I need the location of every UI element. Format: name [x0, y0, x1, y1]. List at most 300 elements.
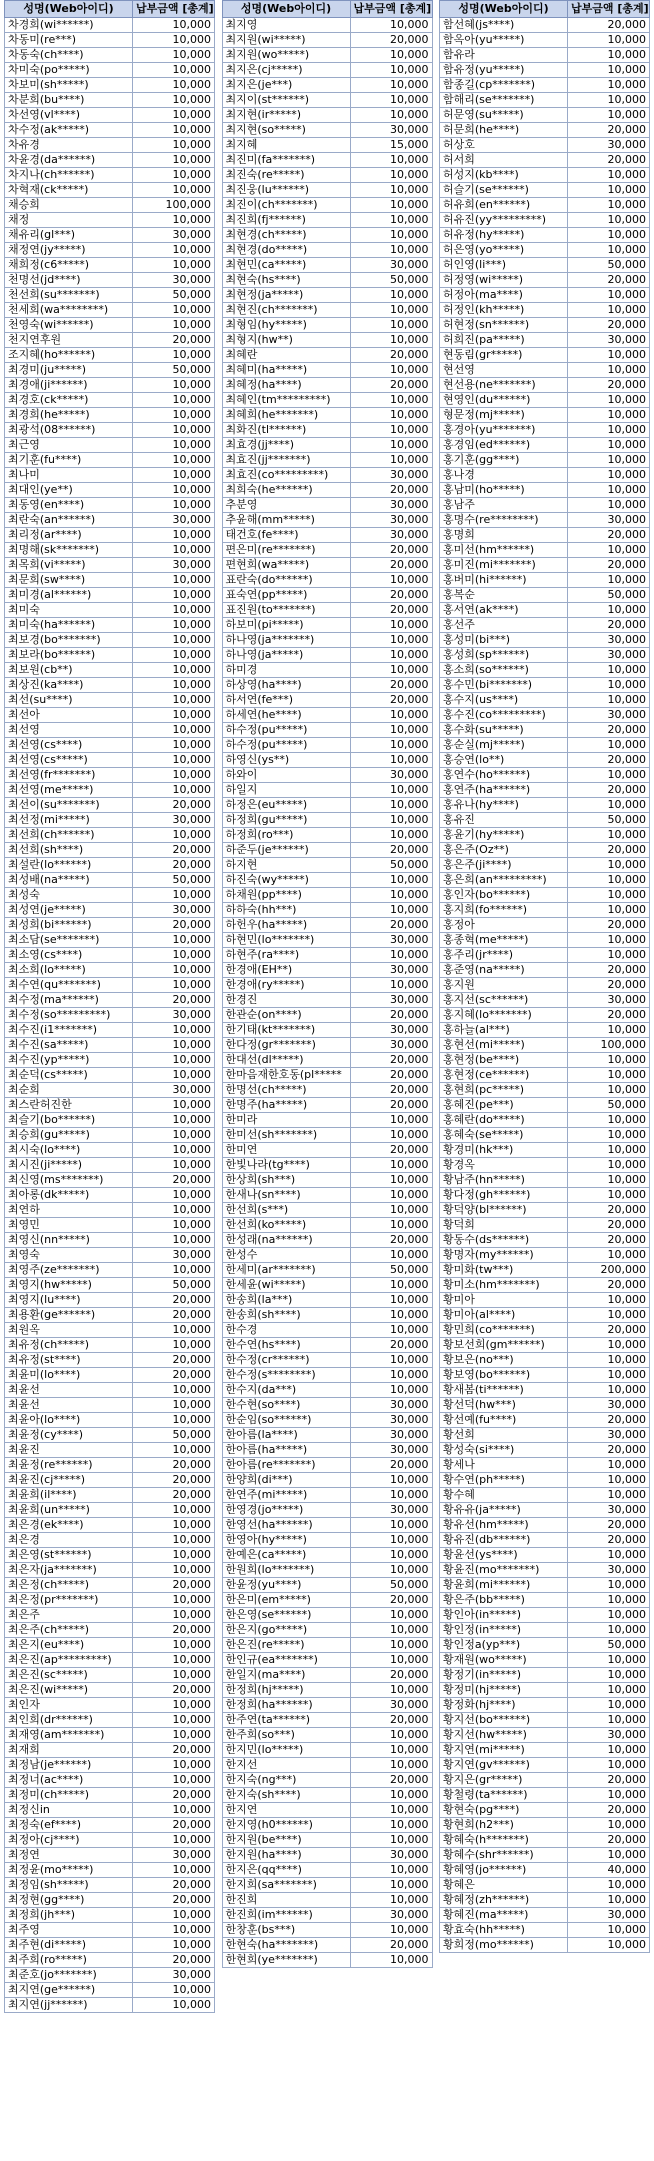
donor-name-cell: 황경옥	[440, 1158, 568, 1173]
donation-amount-cell: 20,000	[133, 1473, 215, 1488]
table-row	[440, 468, 650, 483]
donor-name-cell: 황지연(mi*****)	[440, 1743, 568, 1758]
table-row	[5, 48, 215, 63]
table-row	[440, 558, 650, 573]
donor-name-cell: 최혜란	[222, 348, 350, 363]
donation-amount-cell: 10,000	[133, 438, 215, 453]
table-row	[5, 603, 215, 618]
donor-name-cell: 홍성미(bi***)	[440, 633, 568, 648]
donation-amount-cell: 30,000	[568, 1428, 650, 1443]
donor-name-cell: 최은진(sc*****)	[5, 1668, 133, 1683]
donation-amount-cell: 10,000	[568, 78, 650, 93]
donor-name-cell: 홍남미(ho*****)	[440, 483, 568, 498]
donation-amount-cell: 10,000	[133, 168, 215, 183]
donor-name-cell: 홍경아(yu*******)	[440, 423, 568, 438]
table-row	[5, 1113, 215, 1128]
donation-amount-cell: 10,000	[350, 1758, 432, 1773]
donation-amount-cell: 30,000	[350, 513, 432, 528]
donor-name-cell: 최정아(cj****)	[5, 1833, 133, 1848]
donation-amount-cell: 10,000	[568, 183, 650, 198]
table-row	[5, 768, 215, 783]
donation-amount-cell: 30,000	[568, 708, 650, 723]
donor-name-cell: 최미숙(ha******)	[5, 618, 133, 633]
table-row	[5, 663, 215, 678]
table-row	[5, 258, 215, 273]
table-row	[222, 843, 432, 858]
donor-name-cell: 최은진(ap*********)	[5, 1653, 133, 1668]
donation-amount-cell: 30,000	[568, 138, 650, 153]
donor-name-cell: 홍수민(bi*******)	[440, 678, 568, 693]
table-row	[222, 768, 432, 783]
donor-name-cell: 하보미(pi*****)	[222, 618, 350, 633]
donor-name-cell: 황경미(hk***)	[440, 1143, 568, 1158]
donation-amount-cell: 10,000	[133, 888, 215, 903]
table-row	[440, 33, 650, 48]
donor-name-cell: 최은정(pr*******)	[5, 1593, 133, 1608]
donor-name-cell: 하미경	[222, 663, 350, 678]
donation-amount-cell: 10,000	[133, 768, 215, 783]
table-row	[440, 1248, 650, 1263]
donation-amount-cell: 30,000	[350, 963, 432, 978]
donation-amount-cell: 10,000	[133, 1638, 215, 1653]
table-row	[222, 1878, 432, 1893]
donor-name-cell: 홍은주(Oz**)	[440, 843, 568, 858]
donor-name-cell: 최정임(sh*****)	[5, 1878, 133, 1893]
donor-name-cell: 최선(su****)	[5, 693, 133, 708]
donation-amount-cell: 10,000	[568, 1818, 650, 1833]
table-row	[222, 693, 432, 708]
donation-amount-cell: 30,000	[133, 903, 215, 918]
donation-amount-cell: 100,000	[568, 1038, 650, 1053]
donation-amount-cell: 10,000	[568, 1608, 650, 1623]
donation-amount-cell: 30,000	[350, 1848, 432, 1863]
table-row	[5, 273, 215, 288]
donor-name-cell: 하하숙(hh***)	[222, 903, 350, 918]
name-column-header: 성명(Web아이디)	[5, 1, 133, 18]
table-row	[5, 1293, 215, 1308]
table-row	[222, 1683, 432, 1698]
table-row	[222, 1458, 432, 1473]
table-row	[222, 558, 432, 573]
donor-name-cell: 한상희(sh***)	[222, 1173, 350, 1188]
donor-name-cell: 하현주(ra****)	[222, 948, 350, 963]
donor-name-cell: 한예은(ca*****)	[222, 1548, 350, 1563]
table-row	[222, 1233, 432, 1248]
table-row	[222, 168, 432, 183]
donation-amount-cell: 10,000	[133, 633, 215, 648]
table-row	[222, 243, 432, 258]
donation-amount-cell: 20,000	[133, 1458, 215, 1473]
donation-amount-cell: 10,000	[568, 1353, 650, 1368]
donation-amount-cell: 10,000	[350, 633, 432, 648]
table-row	[5, 723, 215, 738]
table-header-row	[5, 1, 215, 18]
donation-amount-cell: 30,000	[133, 813, 215, 828]
table-row	[5, 588, 215, 603]
donation-amount-cell: 10,000	[133, 483, 215, 498]
table-row	[440, 918, 650, 933]
donation-amount-cell: 30,000	[350, 768, 432, 783]
donor-name-cell: 황재원(wo*****)	[440, 1653, 568, 1668]
donation-amount-cell: 10,000	[133, 1608, 215, 1623]
donation-amount-cell: 10,000	[568, 483, 650, 498]
donation-amount-cell: 20,000	[133, 1953, 215, 1968]
donation-amount-cell: 10,000	[350, 648, 432, 663]
table-row	[222, 468, 432, 483]
donation-amount-cell: 10,000	[133, 1938, 215, 1953]
donor-name-cell: 함종길(cp*******)	[440, 78, 568, 93]
donation-amount-cell: 20,000	[133, 1623, 215, 1638]
table-row	[440, 1173, 650, 1188]
donation-amount-cell: 10,000	[568, 1128, 650, 1143]
table-row	[5, 1158, 215, 1173]
donor-name-cell: 황세나	[440, 1458, 568, 1473]
donor-name-cell: 현선용(ne*******)	[440, 378, 568, 393]
donor-name-cell: 최혜인(tm*********)	[222, 393, 350, 408]
donor-name-cell: 최선희(sh****)	[5, 843, 133, 858]
donation-amount-cell: 10,000	[133, 1233, 215, 1248]
donation-amount-cell: 20,000	[133, 843, 215, 858]
donor-name-cell: 최지은(je***)	[222, 78, 350, 93]
table-row	[222, 708, 432, 723]
donation-amount-cell: 20,000	[133, 333, 215, 348]
donor-name-cell: 한미연	[222, 1143, 350, 1158]
table-row	[222, 948, 432, 963]
donor-name-cell: 홍지원	[440, 978, 568, 993]
donation-amount-cell: 20,000	[133, 858, 215, 873]
donation-amount-cell: 30,000	[133, 513, 215, 528]
donor-name-cell: 황혜숙(h*******)	[440, 1833, 568, 1848]
donation-amount-cell: 10,000	[350, 318, 432, 333]
table-row	[5, 498, 215, 513]
donor-name-cell: 최준호(jo*******)	[5, 1968, 133, 1983]
donor-name-cell: 최주영	[5, 1923, 133, 1938]
donor-name-cell: 최목희(vi*****)	[5, 558, 133, 573]
table-row	[5, 183, 215, 198]
table-row	[222, 828, 432, 843]
table-row	[440, 1908, 650, 1923]
donation-amount-cell: 10,000	[133, 1503, 215, 1518]
donor-name-cell: 홍승연(lo**)	[440, 753, 568, 768]
donor-name-cell: 하지현	[222, 858, 350, 873]
table-row	[222, 888, 432, 903]
donor-name-cell: 허인영(li***)	[440, 258, 568, 273]
table-row	[222, 753, 432, 768]
donation-amount-cell: 10,000	[133, 783, 215, 798]
table-row	[5, 618, 215, 633]
donation-amount-cell: 10,000	[350, 828, 432, 843]
table-row	[5, 288, 215, 303]
donation-amount-cell: 20,000	[133, 1368, 215, 1383]
table-row	[440, 1143, 650, 1158]
donation-amount-cell: 10,000	[568, 1083, 650, 1098]
donation-amount-cell: 10,000	[350, 1128, 432, 1143]
donation-amount-cell: 10,000	[133, 1143, 215, 1158]
donation-amount-cell: 10,000	[350, 1608, 432, 1623]
donation-amount-cell: 10,000	[133, 453, 215, 468]
table-row	[222, 543, 432, 558]
table-row	[222, 858, 432, 873]
donation-amount-cell: 10,000	[568, 948, 650, 963]
name-column-header: 성명(Web아이디)	[440, 1, 568, 18]
donor-name-cell: 최시숙(lo****)	[5, 1143, 133, 1158]
donor-name-cell: 황미소(hm*******)	[440, 1278, 568, 1293]
donation-amount-cell: 20,000	[568, 1803, 650, 1818]
donation-amount-cell: 20,000	[350, 348, 432, 363]
donor-name-cell: 한경애(EH**)	[222, 963, 350, 978]
donation-amount-cell: 20,000	[568, 618, 650, 633]
donation-amount-cell: 10,000	[568, 33, 650, 48]
donor-name-cell: 한인규(ea*******)	[222, 1653, 350, 1668]
donor-name-cell: 홍수진(co*********)	[440, 708, 568, 723]
donor-name-cell: 편은미(re*******)	[222, 543, 350, 558]
donor-name-cell: 최지연(jj******)	[5, 1998, 133, 2013]
table-row	[5, 993, 215, 1008]
donor-name-cell: 최은경(ek****)	[5, 1518, 133, 1533]
donation-amount-cell: 10,000	[568, 603, 650, 618]
donor-name-cell: 홍준영(na*****)	[440, 963, 568, 978]
table-row	[222, 1413, 432, 1428]
donor-name-cell: 황지연(gv******)	[440, 1758, 568, 1773]
donor-name-cell: 최연하	[5, 1203, 133, 1218]
donor-name-cell: 최수연(qu*******)	[5, 978, 133, 993]
donor-name-cell: 한지희(sa*******)	[222, 1878, 350, 1893]
donation-amount-cell: 30,000	[350, 123, 432, 138]
donation-amount-cell: 10,000	[350, 798, 432, 813]
donation-amount-cell: 10,000	[350, 453, 432, 468]
donation-amount-cell: 50,000	[133, 288, 215, 303]
table-row	[5, 1038, 215, 1053]
donor-name-cell: 홍남주	[440, 498, 568, 513]
donor-name-cell: 최경미(ju*****)	[5, 363, 133, 378]
table-row	[440, 1128, 650, 1143]
donation-amount-cell: 10,000	[350, 1818, 432, 1833]
donation-amount-cell: 30,000	[133, 1083, 215, 1098]
table-row	[222, 453, 432, 468]
donation-amount-cell: 10,000	[568, 1698, 650, 1713]
donation-amount-cell: 10,000	[568, 1068, 650, 1083]
donation-amount-cell: 10,000	[133, 978, 215, 993]
donation-amount-cell: 10,000	[568, 873, 650, 888]
donor-name-cell: 차동미(re***)	[5, 33, 133, 48]
table-row	[222, 213, 432, 228]
donation-amount-cell: 10,000	[350, 1173, 432, 1188]
donation-amount-cell: 20,000	[133, 1818, 215, 1833]
table-row	[222, 1008, 432, 1023]
name-column-header: 성명(Web아이디)	[222, 1, 350, 18]
table-row	[440, 1503, 650, 1518]
table-row	[5, 1623, 215, 1638]
donor-name-cell: 채희정(c6*****)	[5, 258, 133, 273]
table-row	[222, 1653, 432, 1668]
donor-name-cell: 최순덕(cs*****)	[5, 1068, 133, 1083]
donor-name-cell: 홍버미(hi******)	[440, 573, 568, 588]
donation-amount-cell: 10,000	[568, 678, 650, 693]
table-row	[440, 78, 650, 93]
table-row	[5, 1503, 215, 1518]
donation-amount-cell: 10,000	[350, 1743, 432, 1758]
donor-name-cell: 하영신(ys**)	[222, 753, 350, 768]
table-row	[222, 123, 432, 138]
donor-name-cell: 최영지(lu****)	[5, 1293, 133, 1308]
table-row	[222, 108, 432, 123]
table-row	[5, 1848, 215, 1863]
donor-name-cell: 한수연(hs****)	[222, 1338, 350, 1353]
table-row	[5, 1488, 215, 1503]
donation-amount-cell: 10,000	[133, 1713, 215, 1728]
donor-name-cell: 황수혜	[440, 1488, 568, 1503]
table-row	[5, 543, 215, 558]
table-row	[440, 1623, 650, 1638]
table-row	[5, 318, 215, 333]
donor-name-cell: 최선영(fr*******)	[5, 768, 133, 783]
donor-name-cell: 황다정(gh******)	[440, 1188, 568, 1203]
table-row	[5, 843, 215, 858]
donation-amount-cell: 200,000	[568, 1263, 650, 1278]
donor-name-cell: 황현희(h2***)	[440, 1818, 568, 1833]
donation-amount-cell: 10,000	[350, 1953, 432, 1968]
donation-amount-cell: 10,000	[133, 543, 215, 558]
donation-amount-cell: 10,000	[350, 1548, 432, 1563]
donor-name-cell: 최기훈(fu****)	[5, 453, 133, 468]
table-row	[5, 1983, 215, 1998]
table-row	[5, 1773, 215, 1788]
donor-name-cell: 황유선(hm*****)	[440, 1518, 568, 1533]
donor-name-cell: 최경애(ji******)	[5, 378, 133, 393]
table-row	[222, 1908, 432, 1923]
donation-amount-cell: 10,000	[133, 1413, 215, 1428]
donation-amount-cell: 10,000	[350, 303, 432, 318]
donor-name-cell: 한아름(la****)	[222, 1428, 350, 1443]
table-row	[222, 1533, 432, 1548]
table-row	[440, 1233, 650, 1248]
donor-name-cell: 최성배(na*****)	[5, 873, 133, 888]
donor-name-cell: 최문희(sw****)	[5, 573, 133, 588]
donor-name-cell: 황혜수(shr******)	[440, 1848, 568, 1863]
donor-name-cell: 최란숙(an******)	[5, 513, 133, 528]
donation-amount-cell: 10,000	[568, 1473, 650, 1488]
donation-amount-cell: 10,000	[568, 1368, 650, 1383]
table-row	[440, 243, 650, 258]
donor-name-cell: 최은주	[5, 1608, 133, 1623]
table-row	[222, 1443, 432, 1458]
donation-amount-cell: 10,000	[350, 288, 432, 303]
donation-amount-cell: 10,000	[568, 1023, 650, 1038]
table-row	[440, 1593, 650, 1608]
table-row	[440, 318, 650, 333]
donation-amount-cell: 50,000	[568, 258, 650, 273]
donor-name-cell: 하나영(ja*****)	[222, 648, 350, 663]
donation-amount-cell: 20,000	[568, 18, 650, 33]
table-row	[222, 1383, 432, 1398]
table-row	[5, 933, 215, 948]
table-row	[222, 1098, 432, 1113]
donor-name-cell: 최선영(cs*****)	[5, 753, 133, 768]
donation-amount-cell: 10,000	[568, 573, 650, 588]
donation-amount-cell: 10,000	[133, 1548, 215, 1563]
table-row	[5, 693, 215, 708]
donation-amount-cell: 20,000	[133, 1293, 215, 1308]
donor-name-cell: 허유진(yy*********)	[440, 213, 568, 228]
donor-name-cell: 최수정(so*********)	[5, 1008, 133, 1023]
donor-name-cell: 최정숙(ef****)	[5, 1818, 133, 1833]
table-row	[440, 438, 650, 453]
table-row	[222, 1863, 432, 1878]
table-row	[222, 1203, 432, 1218]
donation-amount-cell: 10,000	[350, 753, 432, 768]
table-row	[222, 1593, 432, 1608]
table-row	[440, 1863, 650, 1878]
table-row	[5, 63, 215, 78]
donor-name-cell: 하준두(je******)	[222, 843, 350, 858]
donation-amount-cell: 30,000	[133, 1248, 215, 1263]
table-row	[5, 1008, 215, 1023]
donation-amount-cell: 10,000	[133, 1128, 215, 1143]
donor-name-cell: 한은진(re*****)	[222, 1638, 350, 1653]
donor-name-cell: 최성숙	[5, 888, 133, 903]
table-row	[5, 1908, 215, 1923]
table-row	[222, 1743, 432, 1758]
donation-amount-cell: 20,000	[568, 1323, 650, 1338]
donation-amount-cell: 30,000	[350, 1398, 432, 1413]
donor-name-cell: 한영경(jo*****)	[222, 1503, 350, 1518]
donation-amount-cell: 10,000	[133, 1023, 215, 1038]
donation-amount-cell: 10,000	[350, 903, 432, 918]
donation-amount-cell: 20,000	[350, 678, 432, 693]
table-row	[440, 933, 650, 948]
donation-amount-cell: 10,000	[350, 48, 432, 63]
table-row	[222, 1308, 432, 1323]
table-row	[222, 663, 432, 678]
donor-name-cell: 최선영	[5, 723, 133, 738]
donor-name-cell: 한미라	[222, 1113, 350, 1128]
donor-name-cell: 한양희(di***)	[222, 1473, 350, 1488]
donation-amount-cell: 10,000	[133, 1698, 215, 1713]
donation-amount-cell: 30,000	[568, 648, 650, 663]
table-row	[5, 18, 215, 33]
table-row	[440, 858, 650, 873]
donation-amount-cell: 20,000	[133, 1488, 215, 1503]
donor-name-cell: 홍하늘(al***)	[440, 1023, 568, 1038]
donation-amount-cell: 10,000	[133, 1053, 215, 1068]
donor-name-cell: 한새나(sn****)	[222, 1188, 350, 1203]
donor-name-cell: 황희정(mo******)	[440, 1938, 568, 1953]
donor-name-cell: 황선희	[440, 1428, 568, 1443]
table-row	[440, 993, 650, 1008]
donor-name-cell: 채승희	[5, 198, 133, 213]
table-row	[440, 1323, 650, 1338]
donation-amount-cell: 10,000	[133, 498, 215, 513]
donor-name-cell: 황정화(hj****)	[440, 1698, 568, 1713]
donation-amount-cell: 10,000	[568, 423, 650, 438]
donation-amount-cell: 10,000	[133, 348, 215, 363]
donor-name-cell: 최윤선	[5, 1383, 133, 1398]
donation-amount-cell: 10,000	[568, 1143, 650, 1158]
donation-amount-cell: 20,000	[350, 1068, 432, 1083]
donor-name-cell: 홍인자(bo******)	[440, 888, 568, 903]
table-row	[440, 63, 650, 78]
donor-name-cell: 최스란허진한	[5, 1098, 133, 1113]
donor-name-cell: 홍지희(fo******)	[440, 903, 568, 918]
donor-name-cell: 한경애(ry*****)	[222, 978, 350, 993]
donor-name-cell: 하정희(gu*****)	[222, 813, 350, 828]
table-row	[440, 48, 650, 63]
donor-name-cell: 황인정(in*****)	[440, 1623, 568, 1638]
donation-amount-cell: 20,000	[568, 1203, 650, 1218]
table-row	[440, 408, 650, 423]
donor-name-cell: 최정윤(mo*****)	[5, 1863, 133, 1878]
donation-amount-cell: 10,000	[350, 1353, 432, 1368]
